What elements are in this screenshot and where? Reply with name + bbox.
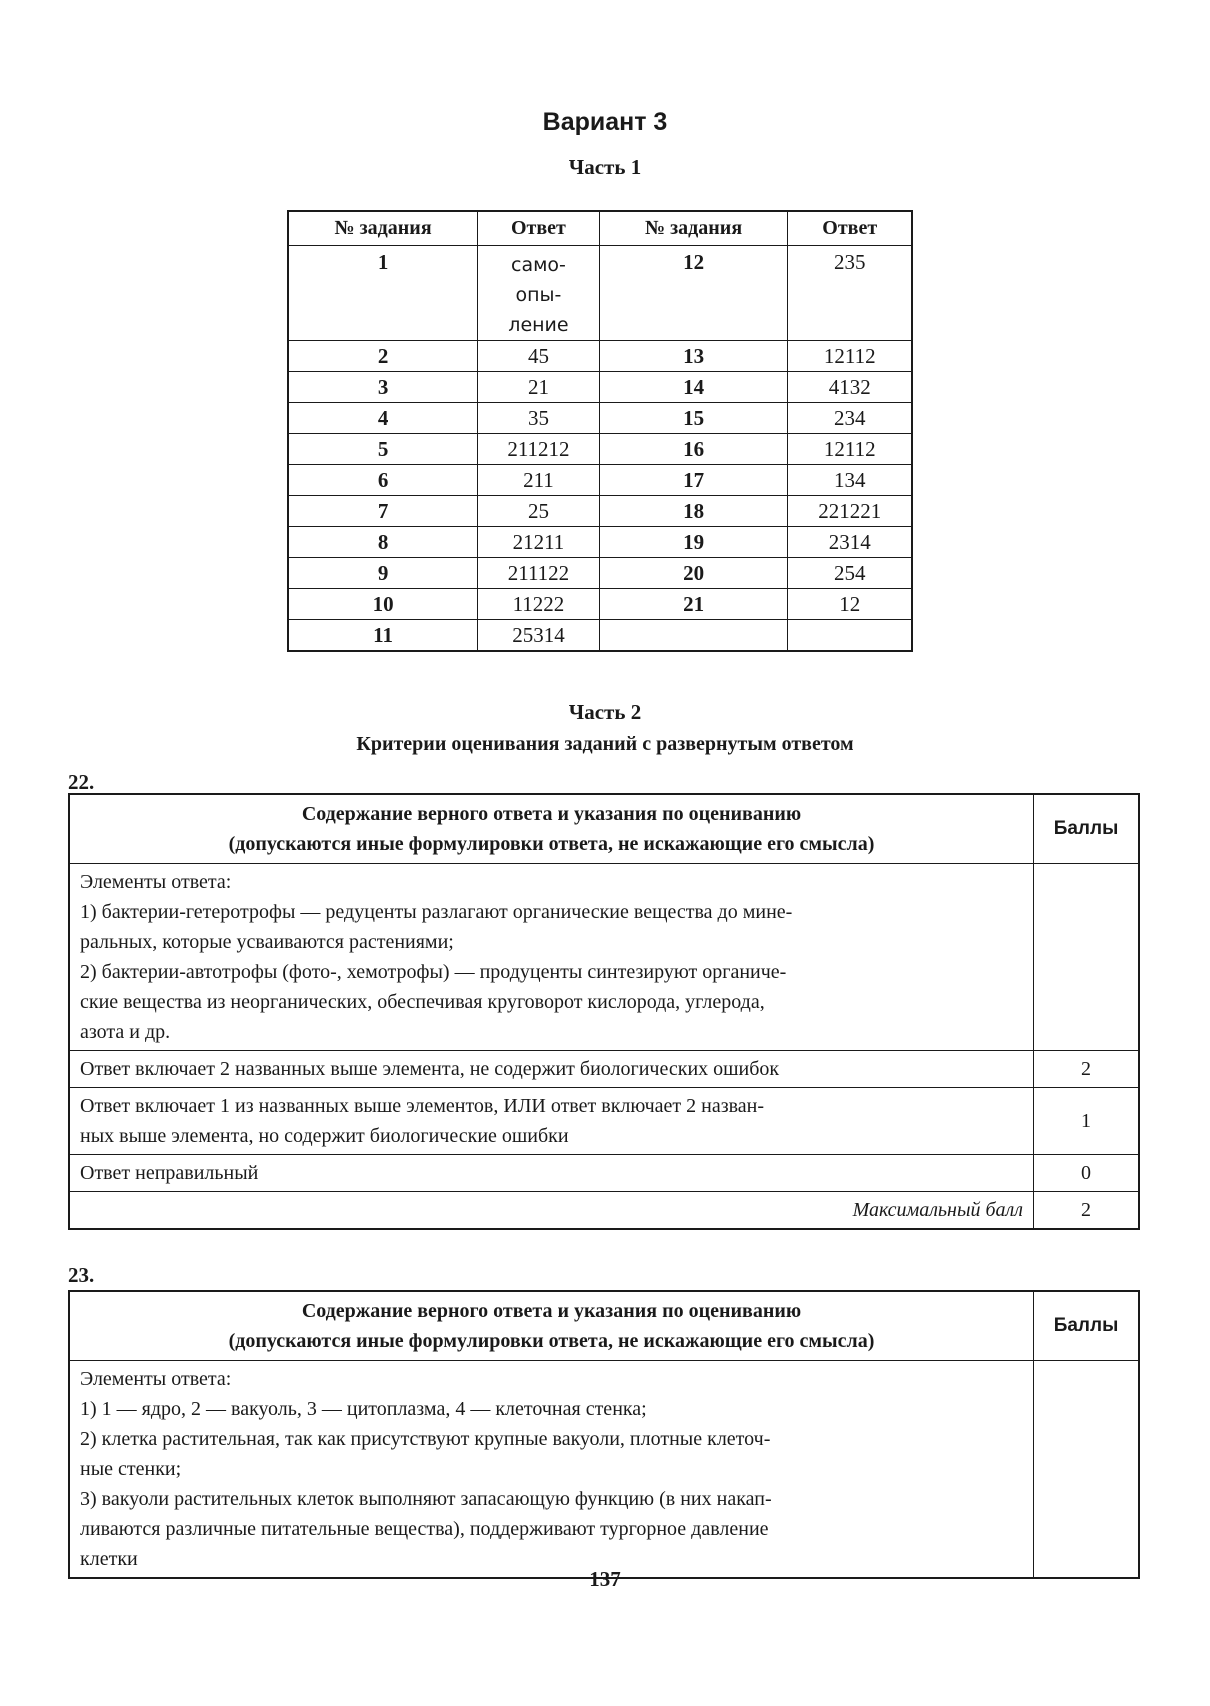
task-number: 3 bbox=[288, 372, 478, 403]
score-cell-empty bbox=[1034, 1361, 1140, 1579]
answer-element-line: ральных, которые усваиваются растениями; bbox=[80, 931, 454, 953]
answer-cell: 45 bbox=[478, 341, 600, 372]
task-number: 19 bbox=[599, 527, 788, 558]
answer-cell: 234 bbox=[788, 403, 912, 434]
answer-cell: 25314 bbox=[478, 620, 600, 652]
answer-cell: 211212 bbox=[478, 434, 600, 465]
answer-elements bbox=[69, 864, 1034, 1051]
table-row bbox=[288, 589, 912, 620]
table-header-row bbox=[288, 211, 912, 246]
task-number: 2 bbox=[288, 341, 478, 372]
part1-answers-table bbox=[287, 210, 913, 652]
content-header bbox=[69, 794, 1034, 864]
score-value: 2 bbox=[1034, 1051, 1140, 1088]
task-number: 11 bbox=[288, 620, 478, 652]
table-row bbox=[288, 527, 912, 558]
content-header-line: Содержание верного ответа и указания по оцениванию bbox=[301, 1300, 802, 1322]
score-value: 1 bbox=[1034, 1088, 1140, 1155]
elements-row bbox=[69, 1361, 1139, 1579]
col-header-task-number: № задания bbox=[599, 211, 788, 246]
max-score-row bbox=[69, 1192, 1139, 1230]
part2-heading: Часть 2 bbox=[568, 700, 642, 724]
page-number: 137 bbox=[589, 1567, 621, 1591]
task-number: 9 bbox=[288, 558, 478, 589]
table-row bbox=[288, 558, 912, 589]
task-22-criteria-table bbox=[68, 793, 1140, 1230]
answer-cell: 21 bbox=[478, 372, 600, 403]
task-22-number: 22. bbox=[68, 770, 95, 794]
task-number: 20 bbox=[599, 558, 788, 589]
criteria-header-row bbox=[69, 1291, 1139, 1361]
content-header-line: (допускаются иные формулировки ответа, не искажающие его смысла) bbox=[228, 833, 875, 855]
answer-element-line: ливаются различные питательные вещества), поддерживают тургорное давление bbox=[80, 1518, 769, 1540]
answer-cell bbox=[788, 620, 912, 652]
answer-cell: 12112 bbox=[788, 434, 912, 465]
answer-cell: 4132 bbox=[788, 372, 912, 403]
answer-element-line: 2) бактерии-автотрофы (фото-, хемотрофы) — продуценты синтезируют органиче- bbox=[80, 961, 787, 983]
table-row bbox=[288, 341, 912, 372]
answer-element-line: Элементы ответа: bbox=[80, 1368, 232, 1390]
task-number: 21 bbox=[599, 589, 788, 620]
table-row bbox=[288, 620, 912, 652]
col-header-task-number: № задания bbox=[288, 211, 478, 246]
criteria-text bbox=[69, 1155, 1034, 1192]
task-number: 1 bbox=[288, 246, 478, 341]
criteria-title: Критерии оценивания заданий с развернутым ответом bbox=[356, 733, 854, 755]
content-header-line: (допускаются иные формулировки ответа, не искажающие его смысла) bbox=[228, 1330, 875, 1352]
answer-cell: 11222 bbox=[478, 589, 600, 620]
table-row bbox=[288, 465, 912, 496]
answer-cell: 35 bbox=[478, 403, 600, 434]
criteria-row bbox=[69, 1155, 1139, 1192]
answer-element-line: ные стенки; bbox=[80, 1458, 182, 1480]
task-number: 6 bbox=[288, 465, 478, 496]
score-header: Баллы bbox=[1034, 1291, 1140, 1361]
answer-element-line: Элементы ответа: bbox=[80, 871, 232, 893]
table-row bbox=[288, 246, 912, 341]
answer-cell: 211 bbox=[478, 465, 600, 496]
criteria-text bbox=[69, 1088, 1034, 1155]
criteria-header-row bbox=[69, 794, 1139, 864]
answer-element-line: клетки bbox=[80, 1548, 138, 1570]
criteria-row bbox=[69, 1051, 1139, 1088]
answer-element-line: 2) клетка растительная, так как присутствуют крупные вакуоли, плотные клеточ- bbox=[80, 1428, 771, 1450]
task-23-criteria-table bbox=[68, 1290, 1140, 1579]
answer-cell: 2314 bbox=[788, 527, 912, 558]
task-number: 16 bbox=[599, 434, 788, 465]
criteria-text bbox=[69, 1051, 1034, 1088]
answer-line: опы- bbox=[515, 284, 562, 306]
answer-element-line: азота и др. bbox=[80, 1021, 171, 1043]
answer-cell: 221221 bbox=[788, 496, 912, 527]
score-cell-empty bbox=[1034, 864, 1140, 1051]
answer-cell bbox=[478, 246, 600, 341]
col-header-answer: Ответ bbox=[788, 211, 912, 246]
table-row bbox=[288, 372, 912, 403]
table-row bbox=[288, 434, 912, 465]
task-number: 17 bbox=[599, 465, 788, 496]
criteria-line: ных выше элемента, но содержит биологические ошибки bbox=[80, 1125, 569, 1147]
task-number: 4 bbox=[288, 403, 478, 434]
content-header-line: Содержание верного ответа и указания по оцениванию bbox=[301, 803, 802, 825]
criteria-line: Ответ включает 1 из названных выше элементов, ИЛИ ответ включает 2 назван- bbox=[80, 1095, 765, 1117]
task-number: 15 bbox=[599, 403, 788, 434]
score-header: Баллы bbox=[1034, 794, 1140, 864]
answer-cell: 235 bbox=[788, 246, 912, 341]
content-header bbox=[69, 1291, 1034, 1361]
task-number: 10 bbox=[288, 589, 478, 620]
task-number: 13 bbox=[599, 341, 788, 372]
task-number: 14 bbox=[599, 372, 788, 403]
answer-element-line: ские вещества из неорганических, обеспечивая круговорот кислорода, углерода, bbox=[80, 991, 765, 1013]
task-number: 5 bbox=[288, 434, 478, 465]
table-row bbox=[288, 403, 912, 434]
answer-cell: 25 bbox=[478, 496, 600, 527]
answer-cell: 211122 bbox=[478, 558, 600, 589]
task-number: 18 bbox=[599, 496, 788, 527]
answer-element-line: 1) бактерии-гетеротрофы — редуценты разлагают органические вещества до мине- bbox=[80, 901, 793, 923]
criteria-row bbox=[69, 1088, 1139, 1155]
answer-element-line: 3) вакуоли растительных клеток выполняют запасающую функцию (в них накап- bbox=[80, 1488, 772, 1510]
answer-elements bbox=[69, 1361, 1034, 1579]
task-number: 7 bbox=[288, 496, 478, 527]
col-header-answer: Ответ bbox=[478, 211, 600, 246]
elements-row bbox=[69, 864, 1139, 1051]
max-score-label: Максимальный балл bbox=[69, 1192, 1034, 1230]
part1-heading: Часть 1 bbox=[568, 155, 642, 179]
criteria-line: Ответ включает 2 названных выше элемента, не содержит биологических ошибок bbox=[80, 1058, 780, 1080]
task-number: 12 bbox=[599, 246, 788, 341]
answer-cell: 12 bbox=[788, 589, 912, 620]
table-row bbox=[288, 496, 912, 527]
answer-line: ление bbox=[508, 314, 569, 336]
answer-cell: 12112 bbox=[788, 341, 912, 372]
task-number: 8 bbox=[288, 527, 478, 558]
task-number bbox=[599, 620, 788, 652]
task-23-number: 23. bbox=[68, 1263, 95, 1287]
max-score-value: 2 bbox=[1034, 1192, 1140, 1230]
variant-title: Вариант 3 bbox=[542, 108, 668, 136]
answer-cell: 254 bbox=[788, 558, 912, 589]
answer-element-line: 1) 1 — ядро, 2 — вакуоль, 3 — цитоплазма, 4 — клеточная стенка; bbox=[80, 1398, 647, 1420]
score-value: 0 bbox=[1034, 1155, 1140, 1192]
answer-line: само- bbox=[511, 254, 566, 276]
answer-cell: 134 bbox=[788, 465, 912, 496]
criteria-line: Ответ неправильный bbox=[80, 1162, 259, 1184]
answer-cell: 21211 bbox=[478, 527, 600, 558]
